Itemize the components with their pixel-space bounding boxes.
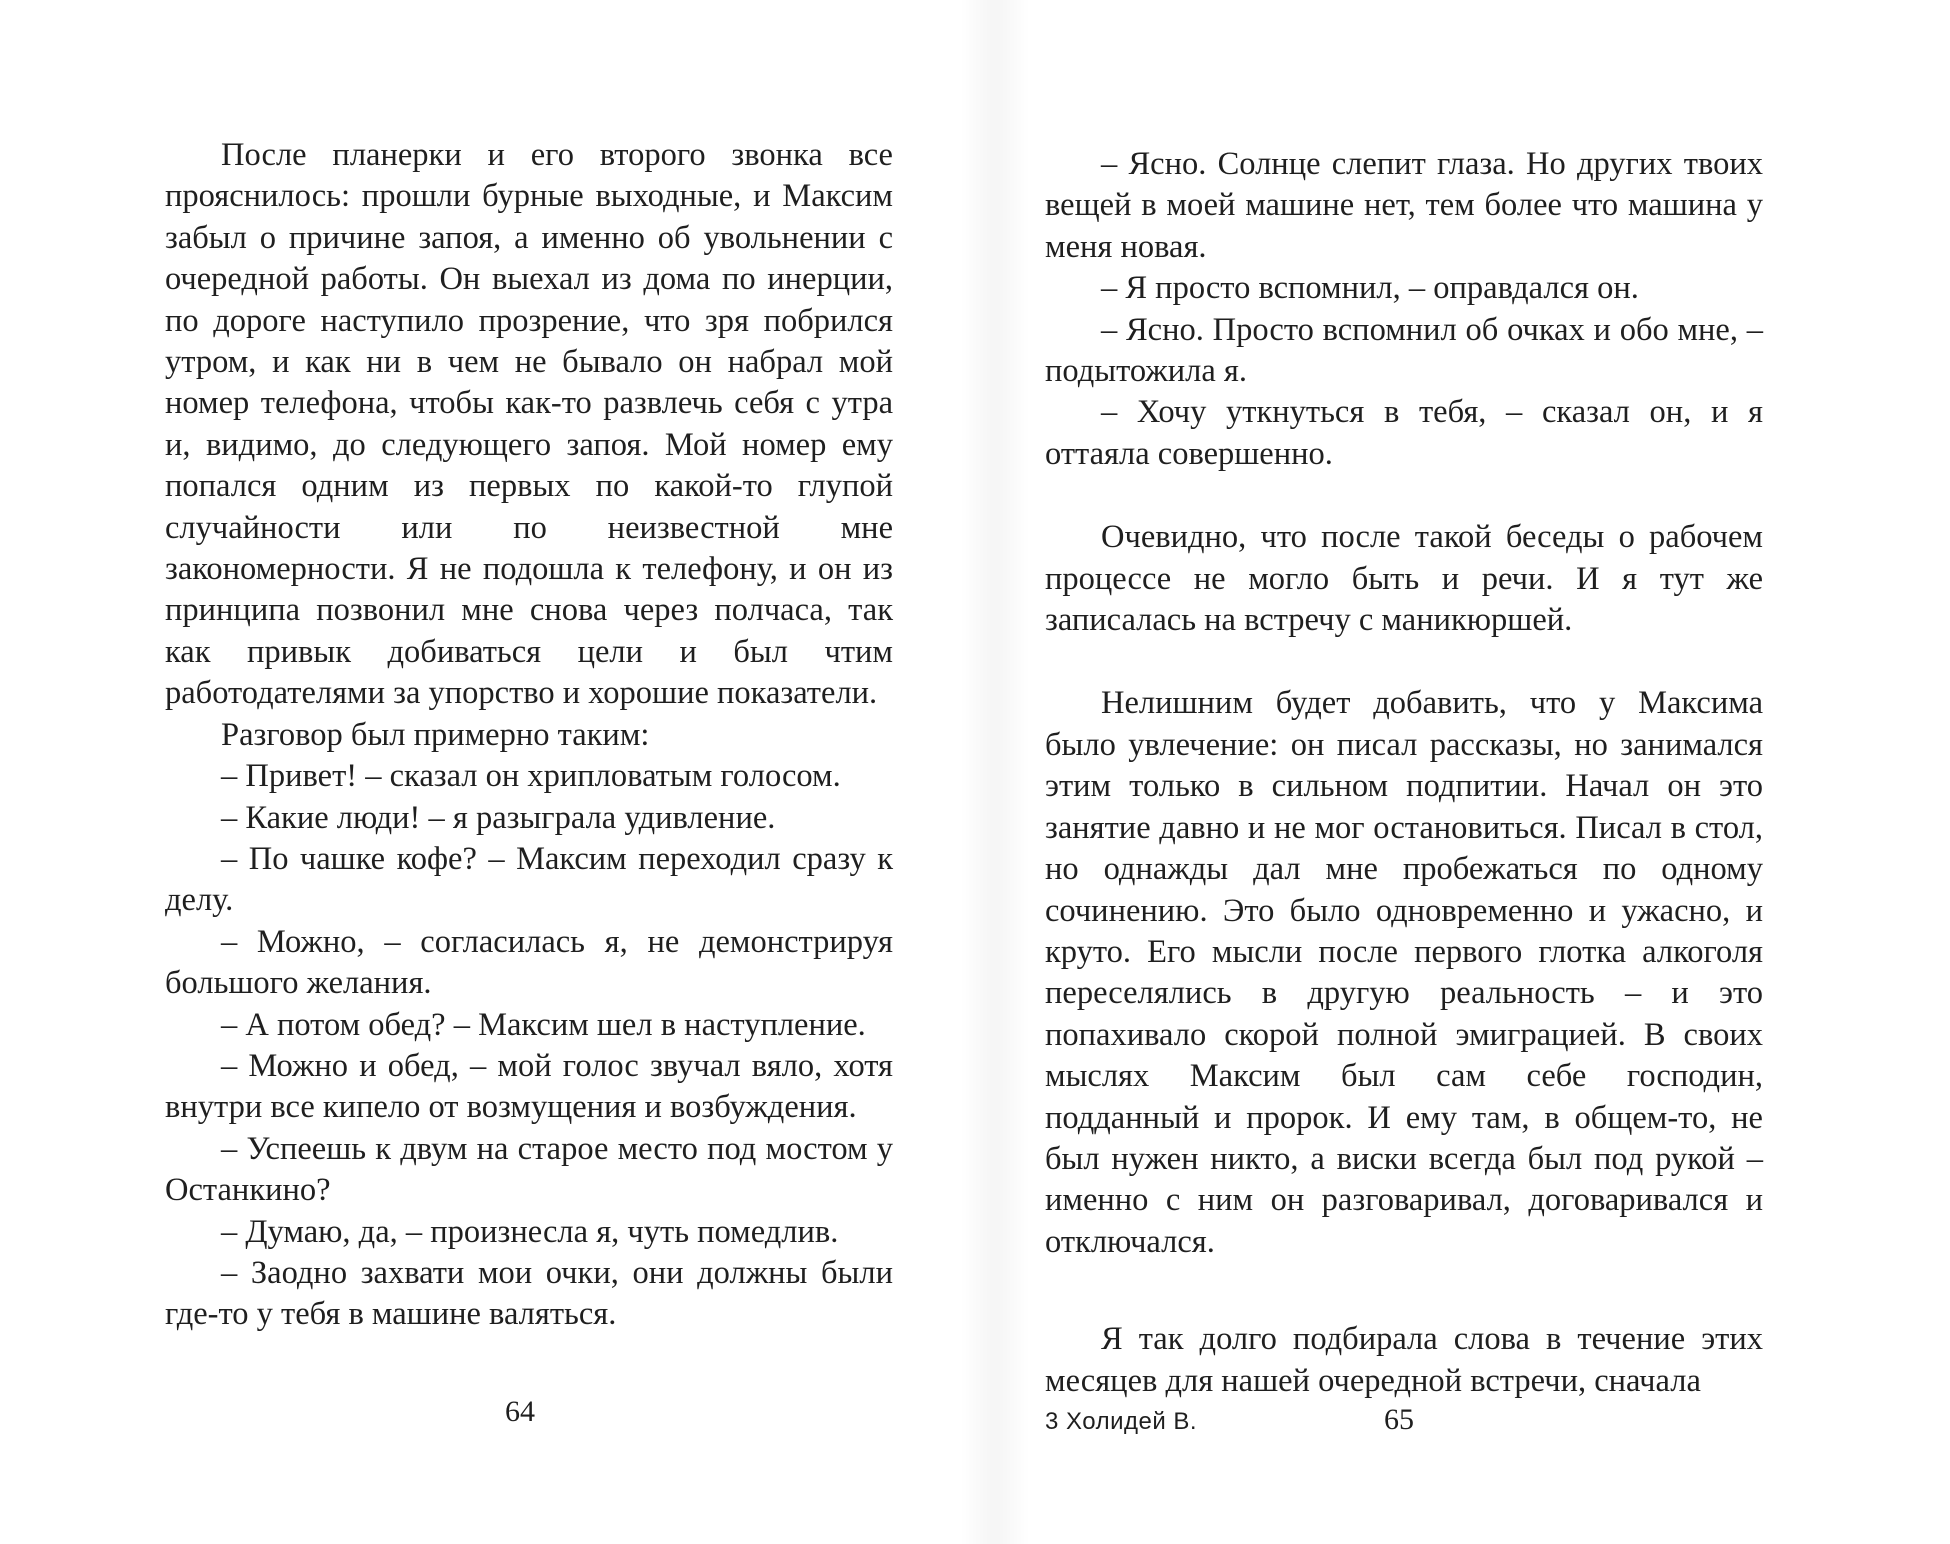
paragraph: Разговор был примерно таким: xyxy=(221,716,650,753)
dialogue-line: – А потом обед? – Максим шел в наступление. xyxy=(221,1006,866,1043)
dialogue-line: – Я просто вспомнил, – оправдался он. xyxy=(1101,270,1639,307)
paragraph: После планерки и его второго звонка все прояснилось: прошли бурные выходные, и Максим забыл о причине запоя, а именно об увольнении с очередной работы. Он выехал из дома по инерции, по дороге наступило прозрение, что зря побрился утром, и как ни в чем не бывало он набрал мой номер телефона, чтобы как-то развлечь себя с утра и, видимо, до следующего запоя. Мой номер ему попался одним из первых по какой-то глупой случайности или по неизвестной мне закономерности. Я не подошла к телефону, и он из принципа позвонил мне снова через полчаса, так как привык добиваться цели и был чтим работодателями за упорство и хорошие показатели. xyxy=(165,137,893,712)
dialogue-line: – Ясно. Просто вспомнил об очках и обо мне, – подытожила я. xyxy=(1045,311,1763,390)
dialogue-line: – Заодно захвати мои очки, они должны были где-то у тебя в машине валяться. xyxy=(165,1254,893,1333)
printer-signature-mark: 3 Холидей В. xyxy=(1045,1408,1198,1435)
dialogue-line: – Думаю, да, – произнесла я, чуть помедлив. xyxy=(221,1213,839,1250)
page-number-left: 64 xyxy=(505,1395,535,1428)
left-page-text xyxy=(165,135,893,1336)
book-gutter xyxy=(960,0,1030,1544)
paragraph: Я так долго подбирала слова в течение этих месяцев для нашей очередной встречи, сначала xyxy=(1045,1321,1763,1399)
dialogue-line: – Какие люди! – я разыграла удивление. xyxy=(221,799,776,836)
dialogue-line: – По чашке кофе? – Максим переходил сразу к делу. xyxy=(165,840,893,919)
dialogue-line: – Хочу уткнуться в тебя, – сказал он, и я оттаяла совершенно. xyxy=(1045,394,1763,472)
dialogue-line: – Привет! – сказал он хрипловатым голосом. xyxy=(221,758,841,795)
right-page-text xyxy=(1045,144,1763,1402)
paragraph: Нелишним будет добавить, что у Максима было увлечение: он писал рассказы, но занимался этим только в сильном подпитии. Начал он это занятие давно и не мог остановиться. Писал в стол, но однажды дал мне пробежаться по одному сочинению. Это было одновременно и ужасно, и круто. Его мысли после первого глотка алкоголя переселялись в другую реальность – и это попахивало скорой полной эмиграцией. В своих мыслях Максим был сам себе господин, подданный и пророк. И ему там, в общем-то, не был нужен никто, а виски всегда был под рукой – именно с ним он разговаривал, договаривался и отключался. xyxy=(1045,685,1763,1260)
page-number-right: 65 xyxy=(1384,1403,1414,1436)
dialogue-line: – Успеешь к двум на старое место под мостом у Останкино? xyxy=(165,1130,893,1209)
dialogue-line: – Можно и обед, – мой голос звучал вяло, хотя внутри все кипело от возмущения и возбуждения. xyxy=(165,1047,893,1126)
dialogue-line: – Можно, – согласилась я, не демонстрируя большого желания. xyxy=(165,923,893,1002)
dialogue-line: – Ясно. Солнце слепит глаза. Но других твоих вещей в моей машине нет, тем более что машина у меня новая. xyxy=(1045,146,1763,265)
paragraph: Очевидно, что после такой беседы о рабочем процессе не могло быть и речи. И я тут же записалась на встречу с маникюршей. xyxy=(1045,519,1763,639)
